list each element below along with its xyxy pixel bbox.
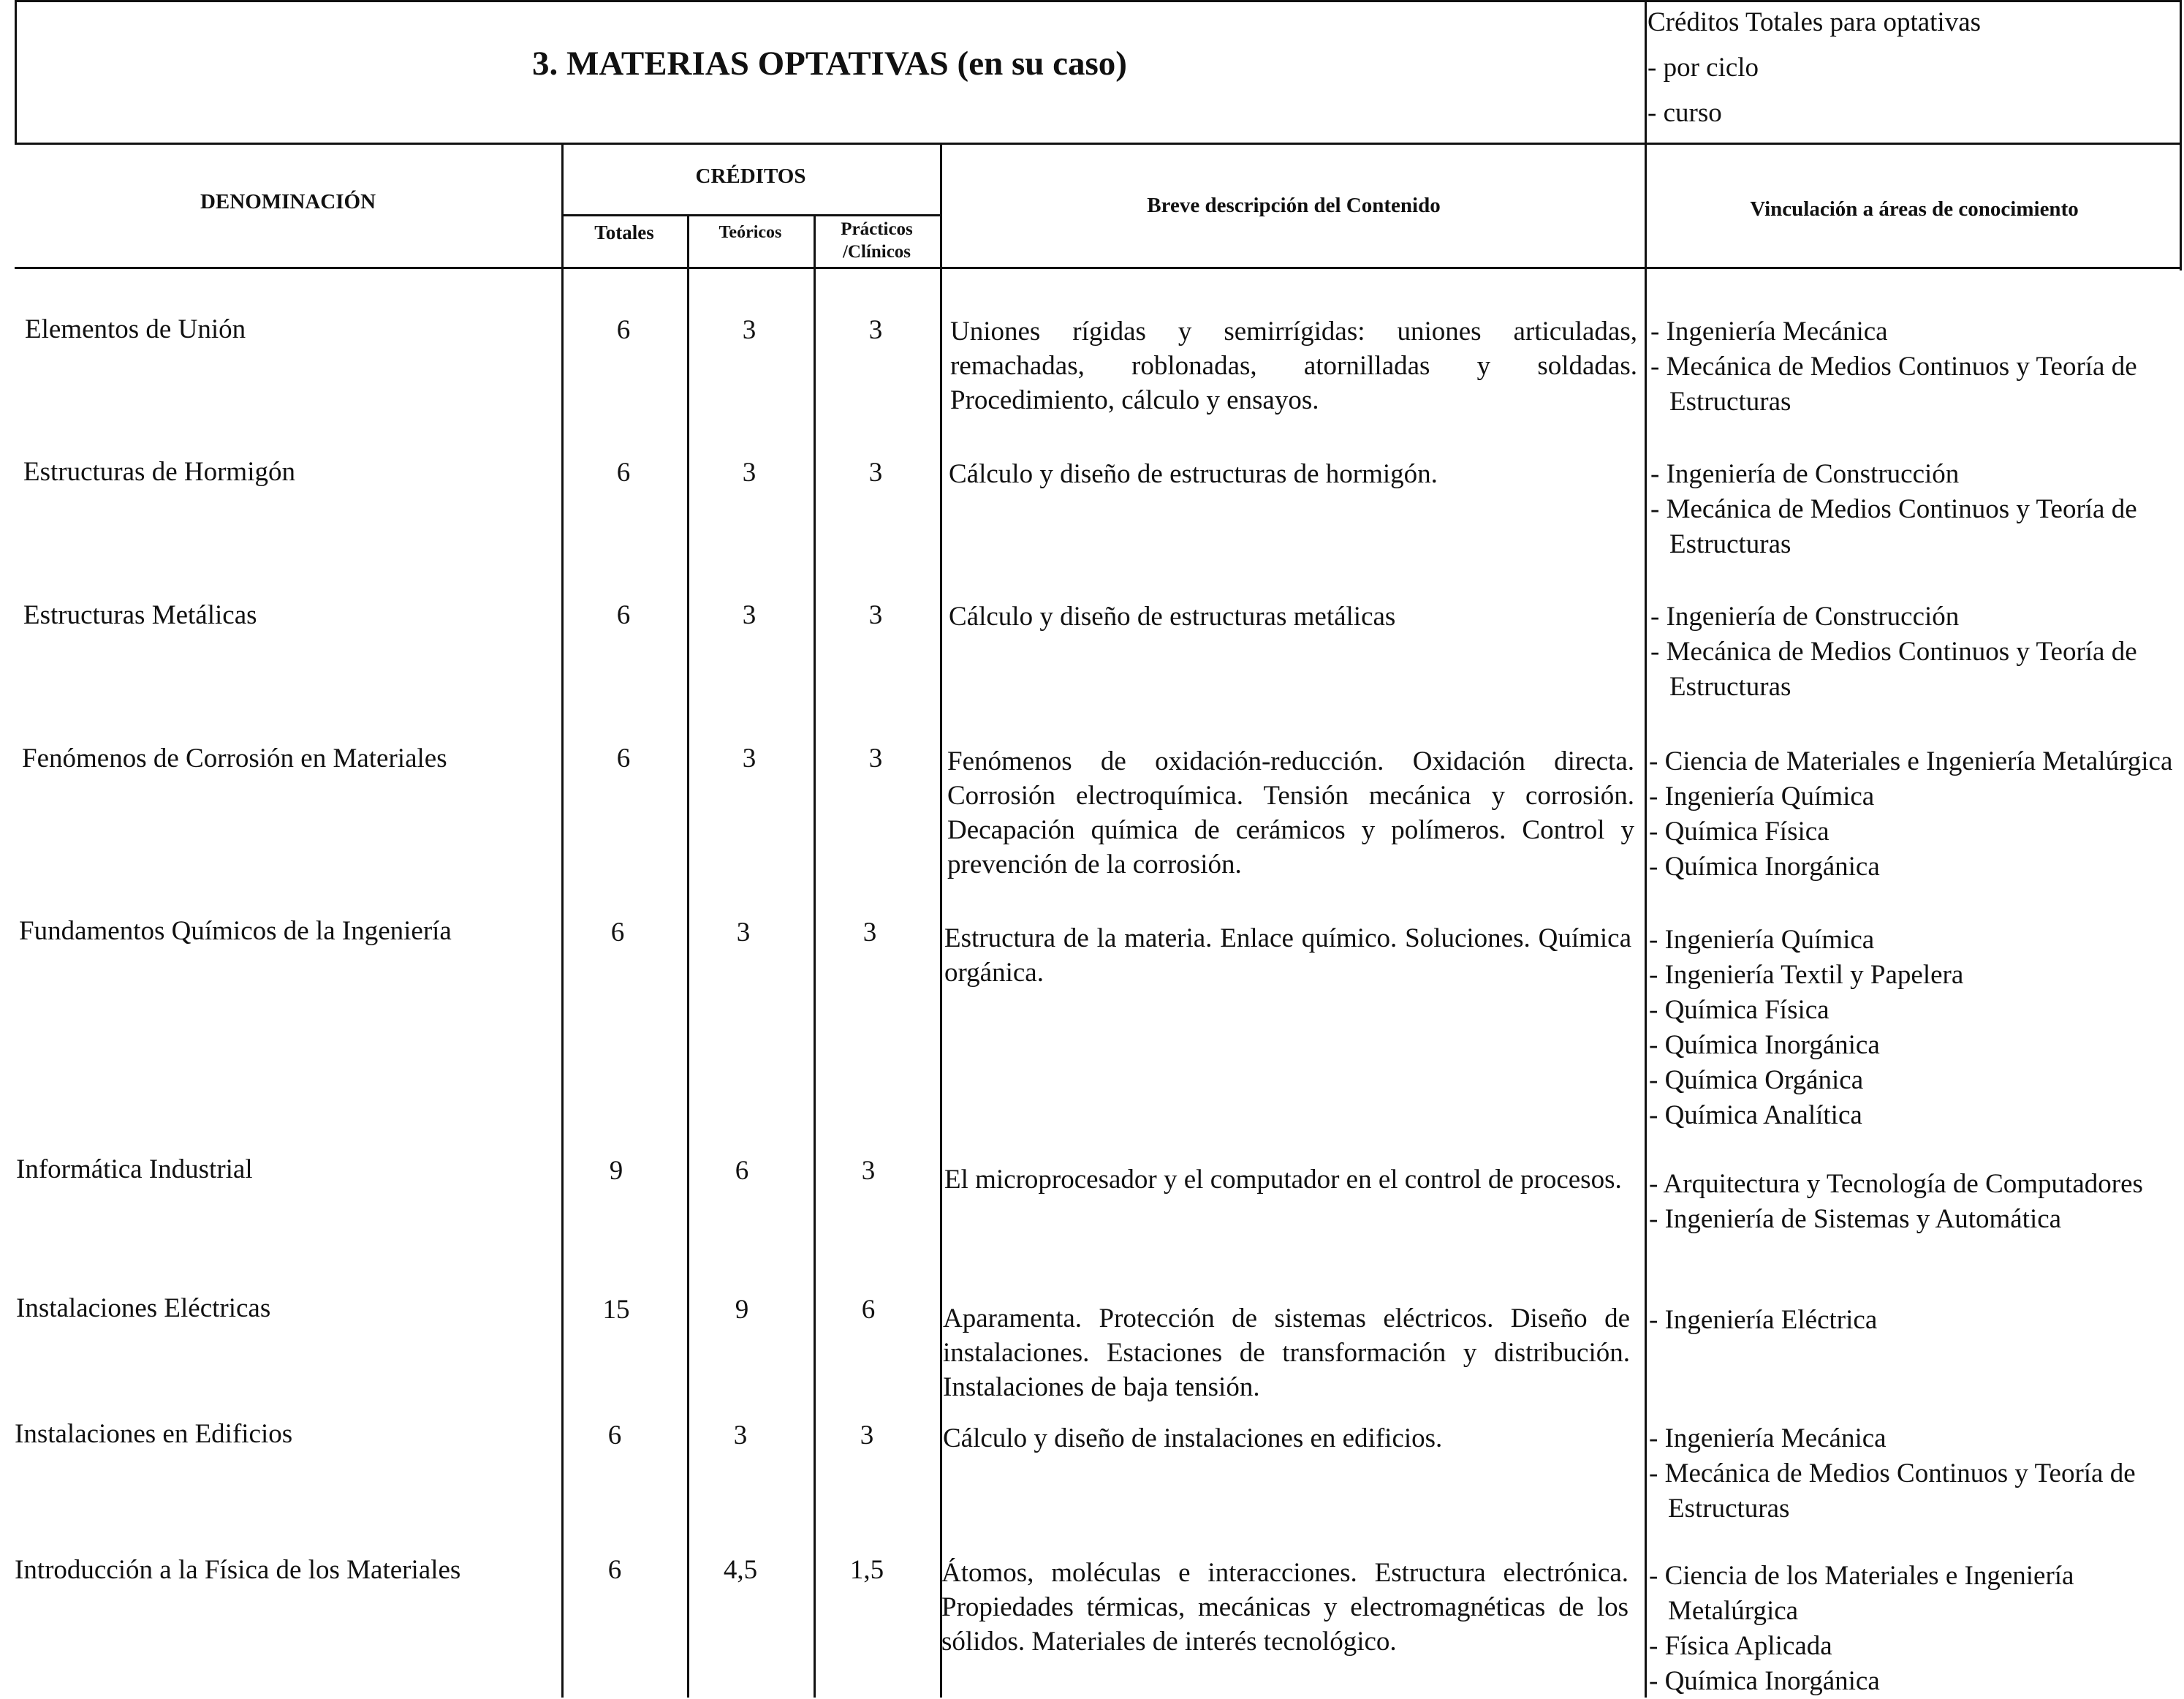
row-description: Estructura de la materia. Enlace químico. Soluciones. Química orgánica. [944,923,1631,988]
row-name: Instalaciones en Edificios [15,1419,293,1449]
row-name: Introducción a la Física de los Materiales [15,1555,461,1585]
area-item: - Química Física [1649,817,1830,847]
row-totales: 6 [607,1555,622,1585]
row-description: Átomos, moléculas e interacciones. Estructura electrónica. Propiedades térmicas, mecánicas y electromagnéticas de los sólidos. Materiales de interés tecnológico. [941,1558,1628,1657]
area-item: - Mecánica de Medios Continuos y Teoría de Estructuras [1649,1458,2136,1524]
row-name: Fenómenos de Corrosión en Materiales [22,743,447,773]
area-item: - Ciencia de Materiales e Ingeniería Metalúrgica [1649,746,2173,776]
row-teoricos: 3 [736,917,751,947]
header-vinculacion: Vinculación a áreas de conocimiento [1750,197,2079,221]
row-description: El microprocesador y el computador en el control de procesos. [944,1165,1622,1195]
row-areas [1650,599,2177,705]
row-practicos: 3 [862,917,877,947]
row-areas [1649,1167,2175,1237]
row-areas [1650,457,2177,562]
row-practicos: 6 [861,1295,876,1325]
row-practicos: 3 [868,743,883,773]
row-totales: 6 [610,917,625,947]
credits-box [1648,0,1981,136]
row-totales: 6 [616,600,631,630]
row-practicos: 3 [868,458,883,488]
area-item: - Ingeniería de Construcción [1650,602,1960,632]
area-item: - Ingeniería Mecánica [1650,317,1888,347]
row-practicos: 3 [868,600,883,630]
row-totales: 15 [602,1295,630,1325]
area-item: - Ingeniería Eléctrica [1649,1305,1878,1335]
area-item: - Mecánica de Medios Continuos y Teoría de Estructuras [1650,494,2137,559]
area-item: - Ingeniería de Sistemas y Automática [1649,1204,2062,1234]
credits-box-divider [1645,0,1647,1698]
row-teoricos: 9 [735,1295,749,1325]
row-areas [1649,744,2175,885]
header-bottom-line [15,267,2182,269]
area-item: - Ingeniería de Construcción [1650,459,1960,489]
row-areas [1649,1559,2175,1699]
row-totales: 9 [609,1156,623,1186]
row-totales: 6 [616,743,631,773]
page-title: 3. MATERIAS OPTATIVAS (en su caso) [532,45,1127,83]
col-divider-2 [687,216,689,1698]
row-name: Fundamentos Químicos de la Ingeniería [19,916,452,946]
row-areas [1649,1421,2175,1526]
row-practicos: 3 [860,1420,874,1450]
row-name: Elementos de Unión [25,314,246,344]
col-divider-3 [814,216,816,1698]
header-creditos: CRÉDITOS [695,164,806,188]
row-totales: 6 [616,458,631,488]
area-item: - Química Inorgánica [1649,1666,1880,1696]
row-areas [1649,1303,2175,1338]
row-description: Cálculo y diseño de estructuras metálicas [949,602,1396,632]
creditos-subheader-line [561,214,941,216]
area-item: - Física Aplicada [1649,1631,1832,1661]
area-item: - Química Inorgánica [1649,852,1880,882]
row-description: Cálculo y diseño de instalaciones en edificios. [943,1423,1443,1453]
row-description: Aparamenta. Protección de sistemas eléctricos. Diseño de instalaciones. Estaciones de transformación y distribución. Instalaciones de baja tensión. [943,1303,1630,1402]
area-item: - Ciencia de los Materiales e Ingeniería Metalúrgica [1649,1561,2074,1626]
area-item: - Mecánica de Medios Continuos y Teoría de Estructuras [1650,637,2137,702]
row-teoricos: 3 [742,315,757,345]
header-practicos-line1: Prácticos [841,219,913,239]
area-item: - Química Inorgánica [1649,1030,1880,1060]
row-description: Cálculo y diseño de estructuras de hormigón. [949,459,1438,489]
area-item: - Ingeniería Química [1649,925,1875,955]
area-item: - Mecánica de Medios Continuos y Teoría de Estructuras [1650,352,2137,417]
row-practicos: 3 [861,1156,876,1186]
area-item: - Química Analítica [1649,1100,1862,1130]
row-name: Estructuras de Hormigón [23,457,295,487]
row-teoricos: 3 [742,600,757,630]
credits-box-heading: Créditos Totales para optativas [1648,7,1982,37]
credits-box-line: - por ciclo [1648,53,1759,83]
area-item: - Ingeniería Mecánica [1649,1423,1887,1453]
row-name: Instalaciones Eléctricas [16,1293,271,1323]
row-description: Uniones rígidas y semirrígidas: uniones articuladas, remachadas, roblonadas, atornilladas y soldadas. Procedimiento, cálculo y ensayos. [950,317,1637,415]
row-practicos: 3 [868,315,883,345]
row-totales: 6 [616,315,631,345]
row-teoricos: 3 [733,1420,748,1450]
credits-box-line: - curso [1648,98,1722,128]
area-item: - Ingeniería Textil y Papelera [1649,960,1964,990]
header-practicos-line2: /Clínicos [842,242,911,262]
row-areas [1649,923,2175,1133]
row-totales: 6 [607,1420,622,1450]
row-areas [1650,314,2177,420]
header-practicos [814,218,940,263]
area-item: - Química Física [1649,995,1830,1025]
area-item: - Química Orgánica [1649,1065,1864,1095]
row-name: Informática Industrial [16,1154,253,1184]
title-bottom-line [15,143,2182,145]
row-teoricos: 4,5 [723,1555,758,1585]
row-description: Fenómenos de oxidación-reducción. Oxidación directa. Corrosión electroquímica. Tensión mecánica y corrosión. Decapación química de cerámicos y polímeros. Control y prevención de la corrosión. [947,746,1634,879]
header-descripcion: Breve descripción del Contenido [1147,194,1441,217]
area-item: - Arquitectura y Tecnología de Computadores [1649,1169,2143,1199]
row-name: Estructuras Metálicas [23,600,257,630]
row-teoricos: 3 [742,458,757,488]
row-teoricos: 6 [735,1156,749,1186]
col-divider-4 [940,143,942,1698]
area-item: - Ingeniería Química [1649,782,1875,811]
header-totales: Totales [594,222,654,243]
row-practicos: 1,5 [849,1555,884,1585]
header-denominacion: DENOMINACIÓN [200,190,376,213]
row-teoricos: 3 [742,743,757,773]
right-border [2180,0,2182,270]
header-teoricos: Teóricos [718,223,782,242]
